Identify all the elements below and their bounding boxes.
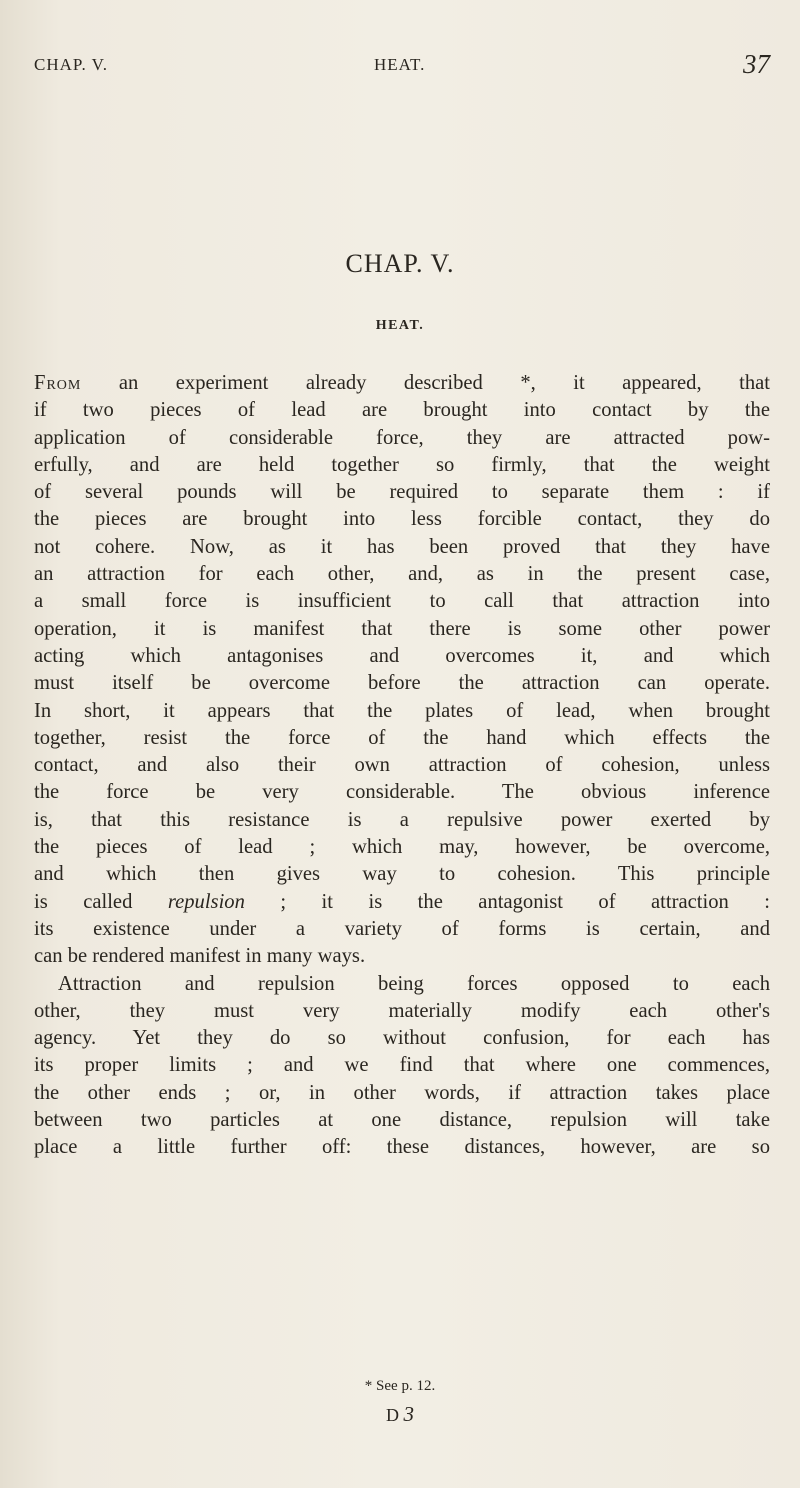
text-line: erfully, and are held together so firmly, that the weight <box>34 453 770 476</box>
signature-letter: D <box>386 1405 399 1425</box>
text-line: if two pieces of lead are brought into contact by the <box>34 399 770 422</box>
signature-mark <box>0 1402 800 1427</box>
chapter-title: CHAP. V. <box>345 249 455 278</box>
paragraph-2 <box>34 971 770 1162</box>
paragraph-1 <box>34 370 770 971</box>
text-line: operation, it is manifest that there is some other power <box>34 617 770 640</box>
text-line: a small force is insufficient to call that attraction into <box>34 590 770 613</box>
page-number: 37 <box>743 49 770 79</box>
text-line: Attraction and repulsion being forces opposed to each <box>58 972 770 995</box>
paragraph-lead-word: From <box>34 372 82 394</box>
text-line: can be rendered manifest in many ways. <box>34 945 366 968</box>
text-line: application of considerable force, they are attracted pow- <box>34 426 770 449</box>
text-line: the force be very considerable. The obvious inference <box>34 781 770 804</box>
text-line: acting which antagonises and overcomes it, and which <box>34 644 770 667</box>
running-head-chapter: CHAP. V. <box>34 55 108 74</box>
text-line: From an experiment already described *, it appeared, that <box>34 372 770 394</box>
text-line: and which then gives way to cohesion. This principle <box>34 863 770 886</box>
text-line: of several pounds will be required to separate them : if <box>34 481 770 504</box>
text-line: the pieces of lead ; which may, however, be overcome, <box>34 836 770 859</box>
text-line: not cohere. Now, as it has been proved that they have <box>34 535 770 558</box>
text-line: the pieces are brought into less forcible contact, they do <box>34 508 770 531</box>
text-line: between two particles at one distance, repulsion will take <box>34 1109 770 1132</box>
text-line: other, they must very materially modify each other's <box>34 999 770 1022</box>
text-line: its proper limits ; and we find that where one commences, <box>34 1054 770 1077</box>
footnote: * See p. 12. <box>364 1378 436 1394</box>
text-line: the other ends ; or, in other words, if attraction takes place <box>34 1081 770 1104</box>
text-line: contact, and also their own attraction of cohesion, unless <box>34 754 770 777</box>
text-line: must itself be overcome before the attraction can operate. <box>34 672 770 695</box>
text-line: an attraction for each other, and, as in the present case, <box>34 563 770 586</box>
running-head-title: HEAT. <box>374 55 426 74</box>
running-head <box>34 49 770 85</box>
text-line: In short, it appears that the plates of lead, when brought <box>34 699 770 722</box>
text-line: together, resist the force of the hand which effects the <box>34 726 770 749</box>
text-line: is called repulsion ; it is the antagonist of attraction : <box>34 890 770 913</box>
section-title: HEAT. <box>375 318 425 333</box>
signature-number: 3 <box>403 1402 414 1426</box>
text-line: place a little further off: these distances, however, are so <box>34 1136 770 1159</box>
body-text <box>34 370 770 1162</box>
text-line: is, that this resistance is a repulsive power exerted by <box>34 808 770 831</box>
text-line: agency. Yet they do so without confusion, for each has <box>34 1027 770 1050</box>
text-line: its existence under a variety of forms is certain, and <box>34 917 770 940</box>
